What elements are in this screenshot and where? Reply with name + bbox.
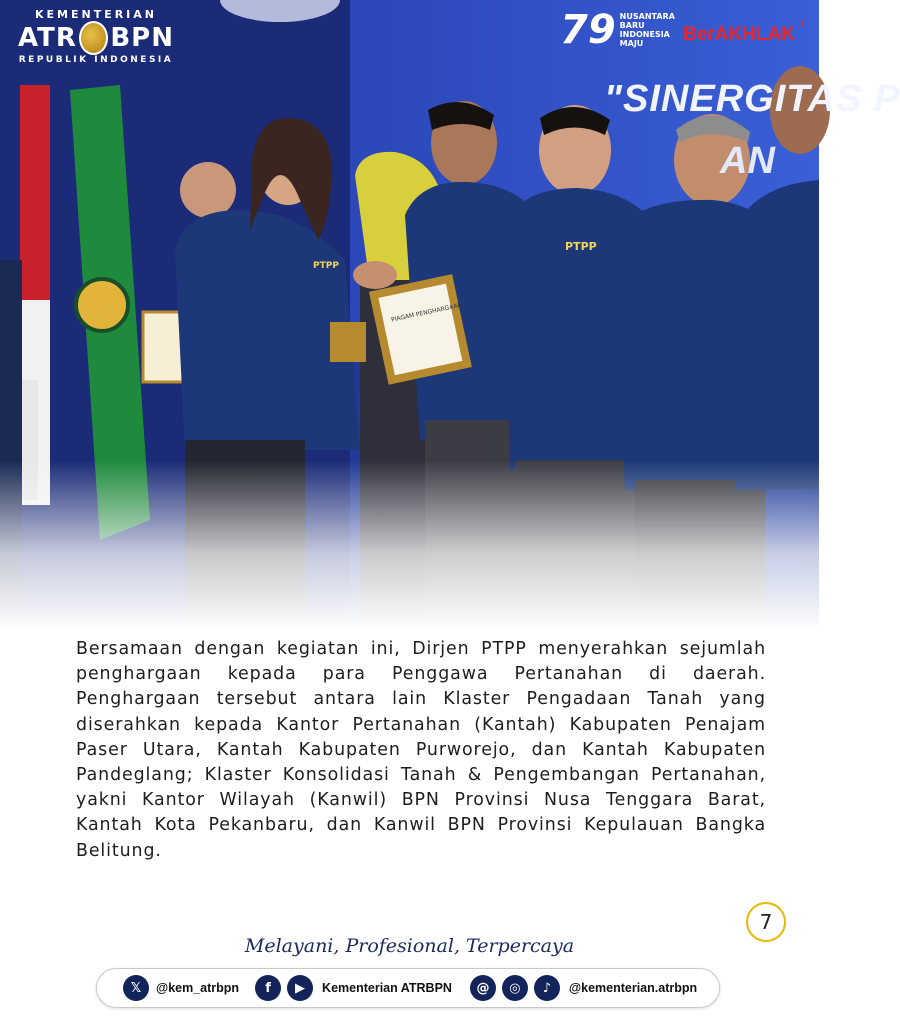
berakhlak-text: BerAKHLAK — [683, 24, 795, 45]
tiktok-icon[interactable]: ♪ — [534, 975, 560, 1001]
shirt-label: PTPP — [565, 240, 597, 253]
woman-shirt-label: PTPP — [313, 261, 339, 271]
threads-icon[interactable]: @ — [470, 975, 496, 1001]
page-number-badge: 7 — [746, 902, 786, 942]
anniversary-number: 79 — [560, 7, 616, 53]
anniversary-line3: INDONESIA — [619, 30, 670, 39]
ministry-logo-left: ATR — [18, 23, 77, 53]
ministry-logo — [18, 8, 174, 65]
tagline: Melayani, Profesional, Terpercaya — [244, 935, 575, 957]
backdrop-banner-line2: AN — [720, 140, 775, 182]
anniversary-line2: BARU — [619, 21, 645, 30]
certificate-title: PIAGAM PENGHARGAAN — [390, 301, 463, 324]
facebook-youtube-handle[interactable]: Kementerian ATRBPN — [322, 981, 452, 995]
x-icon[interactable]: 𝕏 — [123, 975, 149, 1001]
x-handle[interactable]: @kem_atrbpn — [156, 981, 240, 995]
instagram-icon[interactable]: ◎ — [502, 975, 528, 1001]
anniversary-slogan — [620, 12, 675, 48]
ministry-logo-right: BPN — [110, 23, 174, 53]
social-media-bar — [96, 968, 720, 1008]
anniversary-line1: NUSANTARA — [619, 12, 675, 21]
anniversary-line4: MAJU — [619, 39, 644, 48]
chevron-right-icon: › — [800, 14, 805, 30]
youtube-icon[interactable]: ▶ — [287, 975, 313, 1001]
ministry-logo-main — [18, 21, 174, 55]
facebook-icon[interactable]: f — [255, 975, 281, 1001]
ministry-logo-bottom: REPUBLIK INDONESIA — [18, 55, 174, 65]
threads-instagram-tiktok-handle[interactable]: @kementerian.atrbpn — [568, 981, 698, 995]
photo-fade — [0, 460, 819, 630]
berakhlak-logo — [683, 14, 805, 46]
backdrop-banner-line1: "SINERGITAS P — [604, 78, 900, 120]
ministry-emblem-icon — [79, 21, 109, 55]
ministry-logo-top: KEMENTERIAN — [34, 8, 157, 21]
article-text: Bersamaan dengan kegiatan ini, Dirjen PTPP menyerahkan sejumlah penghargaan kepada para Penggawa Pertanahan di daerah. Penghargaan tersebut antara lain Klaster Pengadaan Tanah yang diserahkan kepada Kantor Pertanahan (Kantah) Kabupaten Penajam Paser Utara, Kantah Kabupaten Purworejo, dan Kantah Kabupaten Pandeglang; Klaster Konsolidasi Tanah & Pengembangan Pertanahan, yakni Kantor Wilayah (Kanwil) BPN Provinsi Nusa Tenggara Barat, Kantah Kota Pekanbaru, dan Kanwil BPN Provinsi Kepulauan Bangka Belitung. — [76, 639, 766, 861]
anniversary-logo — [560, 7, 675, 53]
